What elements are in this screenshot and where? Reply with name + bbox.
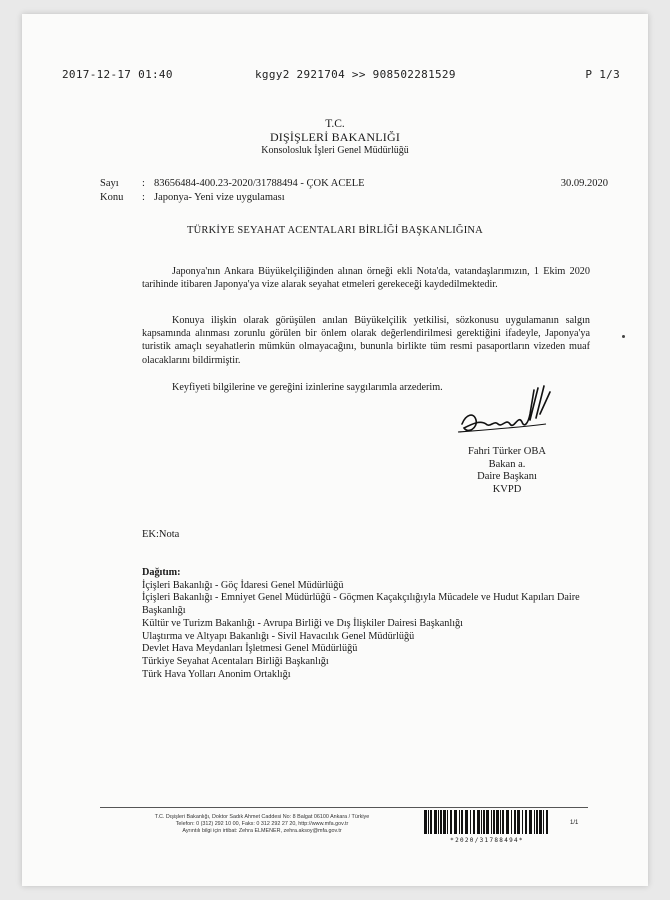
handwritten-signature [454,384,554,446]
distribution-item: İçişleri Bakanlığı - Emniyet Genel Müdürlüğü - Göçmen Kaçakçılığıyla Mücadele ve Hudut Kapıları Daire Başkanlığı [142,592,580,617]
reference-block: Sayı : 83656484-400.23-2020/31788494 - ÇOK ACELE 30.09.2020 Konu : Japonya- Yeni vize uygulaması [100,178,608,203]
barcode-bar [477,810,480,834]
distribution-item: Ulaştırma ve Altyapı Bakanlığı - Sivil Havacılık Genel Müdürlüğü [142,630,415,642]
fax-timestamp: 2017-12-17 01:40 [62,68,173,81]
barcode-bar [450,810,452,834]
barcode-bar [440,810,442,834]
signatory-title-2: Daire Başkanı [477,471,537,482]
body-paragraph-2: Konuya ilişkin olarak görüşülen anılan Büyükelçilik yetkilisi, sözkonusu uygulamanın salgın kapsamında alınması zorunlu görülen bir önlem olarak değerlendirilmesi gerektiğini ifadeyle, Japonya'ya turistik amaçlı seyahatlerin mümkün olmayacağını, bununla birlikte tüm resmi pasaportların vizeden muaf olacaklarını bildirmiştir. [142,315,590,366]
distribution-item: Kültür ve Turizm Bakanlığı - Avrupa Birliği ve Dış İlişkiler Dairesi Başkanlığı [142,617,463,629]
barcode-bar [461,810,463,834]
signatory-name: Fahri Türker OBA [468,446,546,457]
signatory-title-3: KVPD [492,483,522,495]
barcode-bar [525,810,527,834]
barcode-bar [447,810,448,834]
footer-line-1: T.C. Dışişleri Bakanlığı, Doktor Sadık Ahmet Caddesi No: 8 Balgat 06100 Ankara / Türkiye [154,814,370,820]
barcode [422,810,552,836]
barcode-bar [459,810,460,834]
distribution-item: Türkiye Seyahat Acentaları Birliği Başkanlığı [142,655,329,667]
barcode-bar [496,810,499,834]
barcode-bar [500,810,501,834]
sayi-label: Sayı [100,178,119,189]
barcode-bar [443,810,446,834]
barcode-bar [517,810,520,834]
barcode-bar [430,810,432,834]
barcode-bar [536,810,538,834]
footer-address [117,814,407,835]
letterhead [22,118,648,157]
barcode-bar [424,810,427,834]
scan-speck [622,335,625,338]
distribution-item: Türk Hava Yolları Anonim Ortaklığı [142,668,291,680]
addressee: TÜRKİYE SEYAHAT ACENTALARI BİRLİĞİ BAŞKANLIĞINA [187,225,483,236]
signatory-title-1: Bakan a. [488,458,526,470]
barcode-bar [473,810,475,834]
letterhead-tc: T.C. [325,118,345,130]
barcode-bar [543,810,544,834]
document-date: 30.09.2020 [560,178,608,189]
barcode-bar [546,810,548,834]
distribution-list [142,567,602,681]
barcode-bar [539,810,542,834]
barcode-bar [486,810,489,834]
letterhead-ministry: DIŞİŞLERİ BAKANLIĞI [269,130,401,144]
barcode-bar [491,810,492,834]
barcode-bar [493,810,495,834]
barcode-bar [529,810,532,834]
barcode-bar [483,810,485,834]
fax-sender: kggy2 2921704 >> 908502281529 [255,68,456,81]
footer-divider [100,807,588,808]
document-page [22,14,648,886]
barcode-bar [428,810,429,834]
body-paragraph-3: Keyfiyeti bilgilerine ve gereğini izinlerine saygılarımla arzederim. [172,382,443,393]
barcode-bar [534,810,535,834]
body-paragraph-1: Japonya'nın Ankara Büyükelçiliğinden alınan örneği ekli Nota'da, vatandaşlarımızın, 1 Ekim 2020 tarihinde itibaren Japonya'ya vize alarak seyahat etmeleri gerekeceği kaydedilmektedir. [142,266,590,291]
sayi-value: 83656484-400.23-2020/31788494 - ÇOK ACELE [154,178,365,189]
distribution-title: Dağıtım: [142,567,181,578]
distribution-item: İçişleri Bakanlığı - Göç İdaresi Genel Müdürlüğü [142,579,344,591]
barcode-bar [454,810,457,834]
signature-block [442,446,572,496]
barcode-bar [481,810,482,834]
barcode-bar [511,810,512,834]
attachment-note: EK:Nota [142,529,180,540]
barcode-number: *2020/31788494* [450,837,524,844]
letterhead-directorate: Konsolosluk İşleri Genel Müdürlüğü [261,145,409,156]
konu-label: Konu [100,192,124,203]
footer-page-number: 1/1 [570,820,579,826]
barcode-bar [502,810,504,834]
distribution-item: Devlet Hava Meydanları İşletmesi Genel Müdürlüğü [142,643,358,655]
barcode-bar [522,810,523,834]
barcode-bar [506,810,509,834]
footer-line-2: Telefon: 0 (312) 292 10 00, Faks: 0 312 292 27 20, http://www.mfa.gov.tr [175,821,349,827]
barcode-bar [470,810,471,834]
footer-line-3: Ayrıntılı bilgi için irtibat: Zehra ELMENER, zehra.aksoy@mfa.gov.tr [182,828,342,834]
barcode-bar [434,810,437,834]
barcode-bar [514,810,516,834]
barcode-bar [465,810,468,834]
konu-value: Japonya- Yeni vize uygulaması [154,192,285,203]
barcode-bar [438,810,439,834]
fax-page: P 1/3 [585,68,620,81]
